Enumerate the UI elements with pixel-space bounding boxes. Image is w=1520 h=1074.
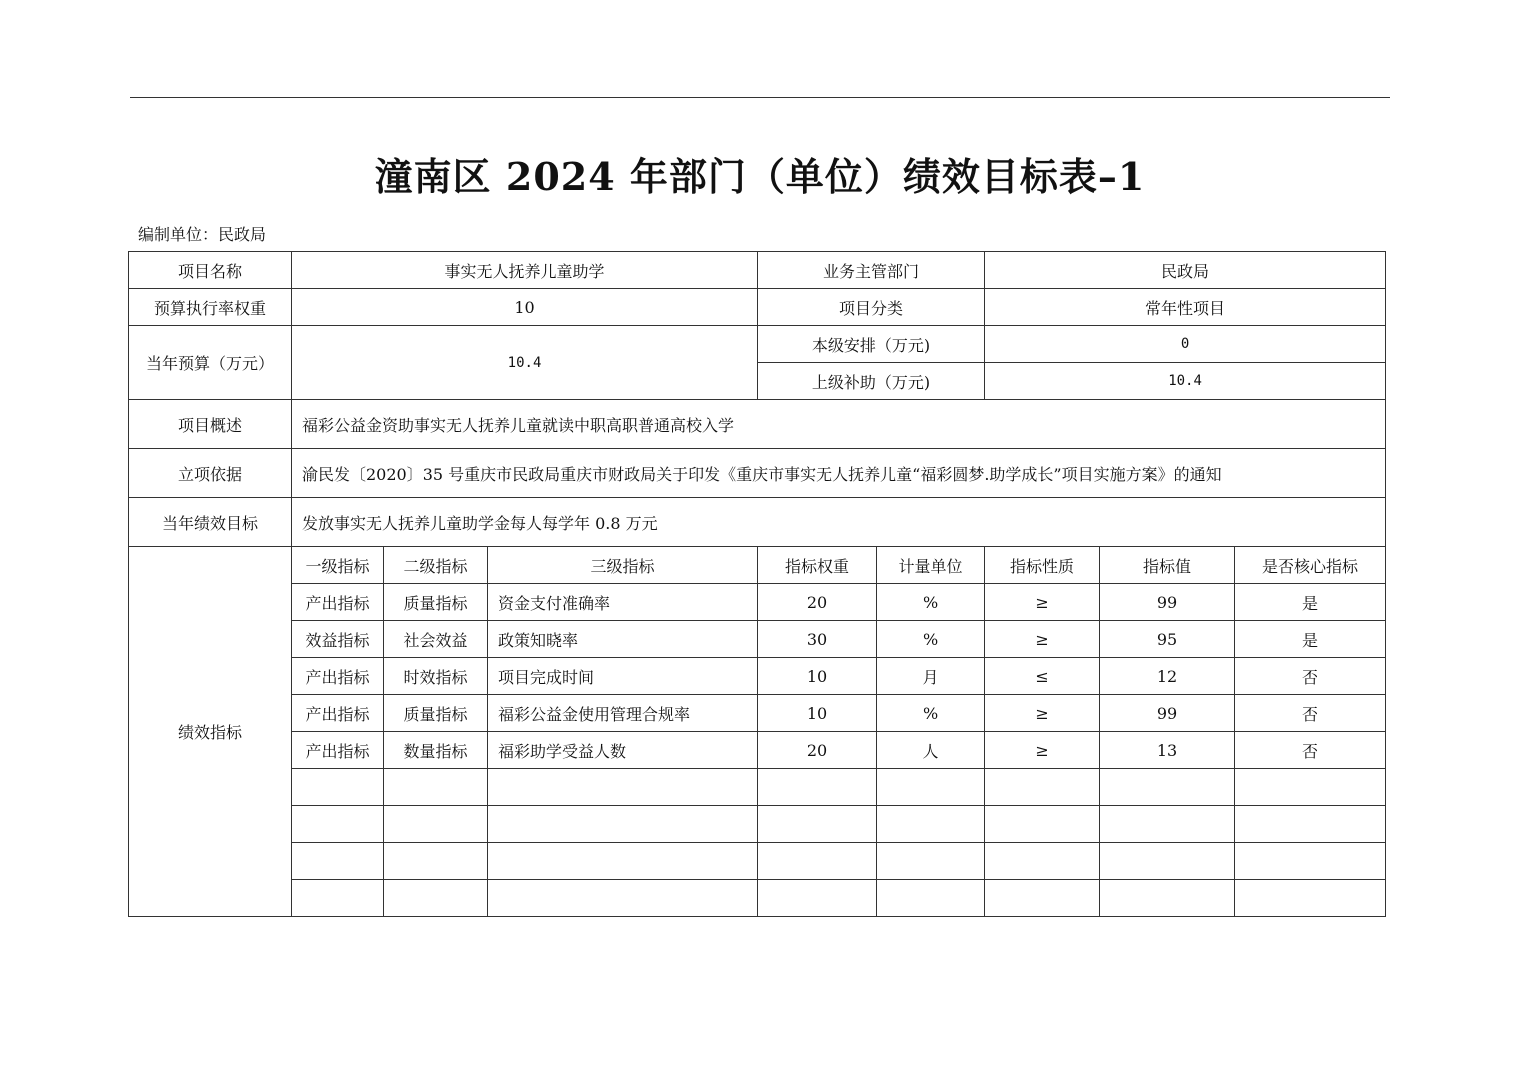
- empty-cell: [1100, 769, 1235, 806]
- header-level1: 一级指标: [292, 547, 384, 584]
- header-unit: 计量单位: [877, 547, 985, 584]
- empty-cell: [758, 843, 877, 880]
- empty-cell: [1100, 806, 1235, 843]
- indicator-unit: %: [877, 584, 985, 621]
- indicator-level3: 福彩公益金使用管理合规率: [488, 695, 758, 732]
- compiling-unit: 编制单位：民政局: [138, 225, 267, 244]
- budget-label: 当年预算（万元）: [129, 326, 292, 400]
- indicator-level1: 产出指标: [292, 695, 384, 732]
- indicator-level2: 质量指标: [384, 584, 488, 621]
- project-name-label: 项目名称: [129, 252, 292, 289]
- indicator-nature: ≥: [985, 732, 1100, 769]
- indicator-level3: 资金支付准确率: [488, 584, 758, 621]
- empty-cell: [488, 806, 758, 843]
- empty-cell: [1100, 843, 1235, 880]
- indicator-row: [129, 658, 1386, 695]
- goal-value: 发放事实无人抚养儿童助学金每人每学年 0.8 万元: [292, 498, 1386, 547]
- indicator-nature: ≥: [985, 584, 1100, 621]
- performance-table: [128, 251, 1386, 917]
- budget-value: 10.4: [292, 326, 758, 400]
- category-label: 项目分类: [758, 289, 985, 326]
- empty-cell: [985, 806, 1100, 843]
- overview-value: 福彩公益金资助事实无人抚养儿童就读中职高职普通高校入学: [292, 400, 1386, 449]
- empty-cell: [985, 880, 1100, 917]
- indicator-unit: 人: [877, 732, 985, 769]
- indicator-nature: ≤: [985, 658, 1100, 695]
- indicator-level3: 福彩助学受益人数: [488, 732, 758, 769]
- empty-cell: [292, 806, 384, 843]
- indicator-core: 否: [1235, 658, 1386, 695]
- empty-cell: [292, 880, 384, 917]
- indicator-level2: 数量指标: [384, 732, 488, 769]
- indicator-weight: 20: [758, 732, 877, 769]
- indicator-unit: 月: [877, 658, 985, 695]
- empty-cell: [985, 843, 1100, 880]
- upper-label: 上级补助（万元): [758, 363, 985, 400]
- indicator-unit: %: [877, 695, 985, 732]
- empty-row: [129, 806, 1386, 843]
- indicator-level1: 产出指标: [292, 584, 384, 621]
- weight-value: 10: [292, 289, 758, 326]
- dept-value: 民政局: [985, 252, 1386, 289]
- basis-label: 立项依据: [129, 449, 292, 498]
- indicator-value: 12: [1100, 658, 1235, 695]
- weight-label: 预算执行率权重: [129, 289, 292, 326]
- indicator-row: [129, 621, 1386, 658]
- indicator-core: 否: [1235, 695, 1386, 732]
- empty-cell: [1100, 880, 1235, 917]
- indicator-row: [129, 732, 1386, 769]
- empty-cell: [758, 806, 877, 843]
- indicator-level3: 政策知晓率: [488, 621, 758, 658]
- indicator-nature: ≥: [985, 621, 1100, 658]
- header-level2: 二级指标: [384, 547, 488, 584]
- dept-label: 业务主管部门: [758, 252, 985, 289]
- empty-cell: [292, 843, 384, 880]
- empty-cell: [985, 769, 1100, 806]
- indicator-value: 99: [1100, 584, 1235, 621]
- empty-cell: [384, 806, 488, 843]
- indicator-unit: %: [877, 621, 985, 658]
- empty-cell: [877, 880, 985, 917]
- upper-value: 10.4: [985, 363, 1386, 400]
- empty-cell: [488, 843, 758, 880]
- header-rule: [130, 97, 1390, 98]
- empty-cell: [384, 843, 488, 880]
- indicator-row: [129, 584, 1386, 621]
- header-core: 是否核心指标: [1235, 547, 1386, 584]
- indicators-label: 绩效指标: [129, 547, 292, 917]
- indicator-level3: 项目完成时间: [488, 658, 758, 695]
- empty-cell: [488, 769, 758, 806]
- indicator-core: 是: [1235, 584, 1386, 621]
- empty-cell: [877, 769, 985, 806]
- indicator-weight: 10: [758, 658, 877, 695]
- empty-cell: [1235, 880, 1386, 917]
- indicator-row: [129, 695, 1386, 732]
- indicator-value: 99: [1100, 695, 1235, 732]
- header-weight: 指标权重: [758, 547, 877, 584]
- empty-cell: [877, 843, 985, 880]
- empty-cell: [877, 806, 985, 843]
- indicator-level2: 质量指标: [384, 695, 488, 732]
- indicator-weight: 10: [758, 695, 877, 732]
- indicator-core: 否: [1235, 732, 1386, 769]
- header-value: 指标值: [1100, 547, 1235, 584]
- goal-label: 当年绩效目标: [129, 498, 292, 547]
- category-value: 常年性项目: [985, 289, 1386, 326]
- header-level3: 三级指标: [488, 547, 758, 584]
- local-value: 0: [985, 326, 1386, 363]
- empty-cell: [488, 880, 758, 917]
- empty-row: [129, 843, 1386, 880]
- indicator-core: 是: [1235, 621, 1386, 658]
- empty-cell: [384, 769, 488, 806]
- indicator-nature: ≥: [985, 695, 1100, 732]
- indicator-level1: 效益指标: [292, 621, 384, 658]
- indicator-value: 95: [1100, 621, 1235, 658]
- empty-cell: [1235, 843, 1386, 880]
- empty-cell: [1235, 806, 1386, 843]
- indicator-level1: 产出指标: [292, 658, 384, 695]
- basis-value: 渝民发〔2020〕35 号重庆市民政局重庆市财政局关于印发《重庆市事实无人抚养儿童“福彩圆梦.助学成长”项目实施方案》的通知: [292, 449, 1386, 498]
- empty-row: [129, 769, 1386, 806]
- indicator-value: 13: [1100, 732, 1235, 769]
- indicator-weight: 20: [758, 584, 877, 621]
- empty-cell: [384, 880, 488, 917]
- indicator-level2: 社会效益: [384, 621, 488, 658]
- indicator-weight: 30: [758, 621, 877, 658]
- indicator-level2: 时效指标: [384, 658, 488, 695]
- empty-cell: [758, 769, 877, 806]
- empty-cell: [1235, 769, 1386, 806]
- indicator-level1: 产出指标: [292, 732, 384, 769]
- empty-cell: [758, 880, 877, 917]
- header-nature: 指标性质: [985, 547, 1100, 584]
- empty-cell: [292, 769, 384, 806]
- empty-row: [129, 880, 1386, 917]
- project-name-value: 事实无人抚养儿童助学: [292, 252, 758, 289]
- page-title: 潼南区 2024 年部门（单位）绩效目标表–1: [374, 154, 1146, 199]
- overview-label: 项目概述: [129, 400, 292, 449]
- local-label: 本级安排（万元): [758, 326, 985, 363]
